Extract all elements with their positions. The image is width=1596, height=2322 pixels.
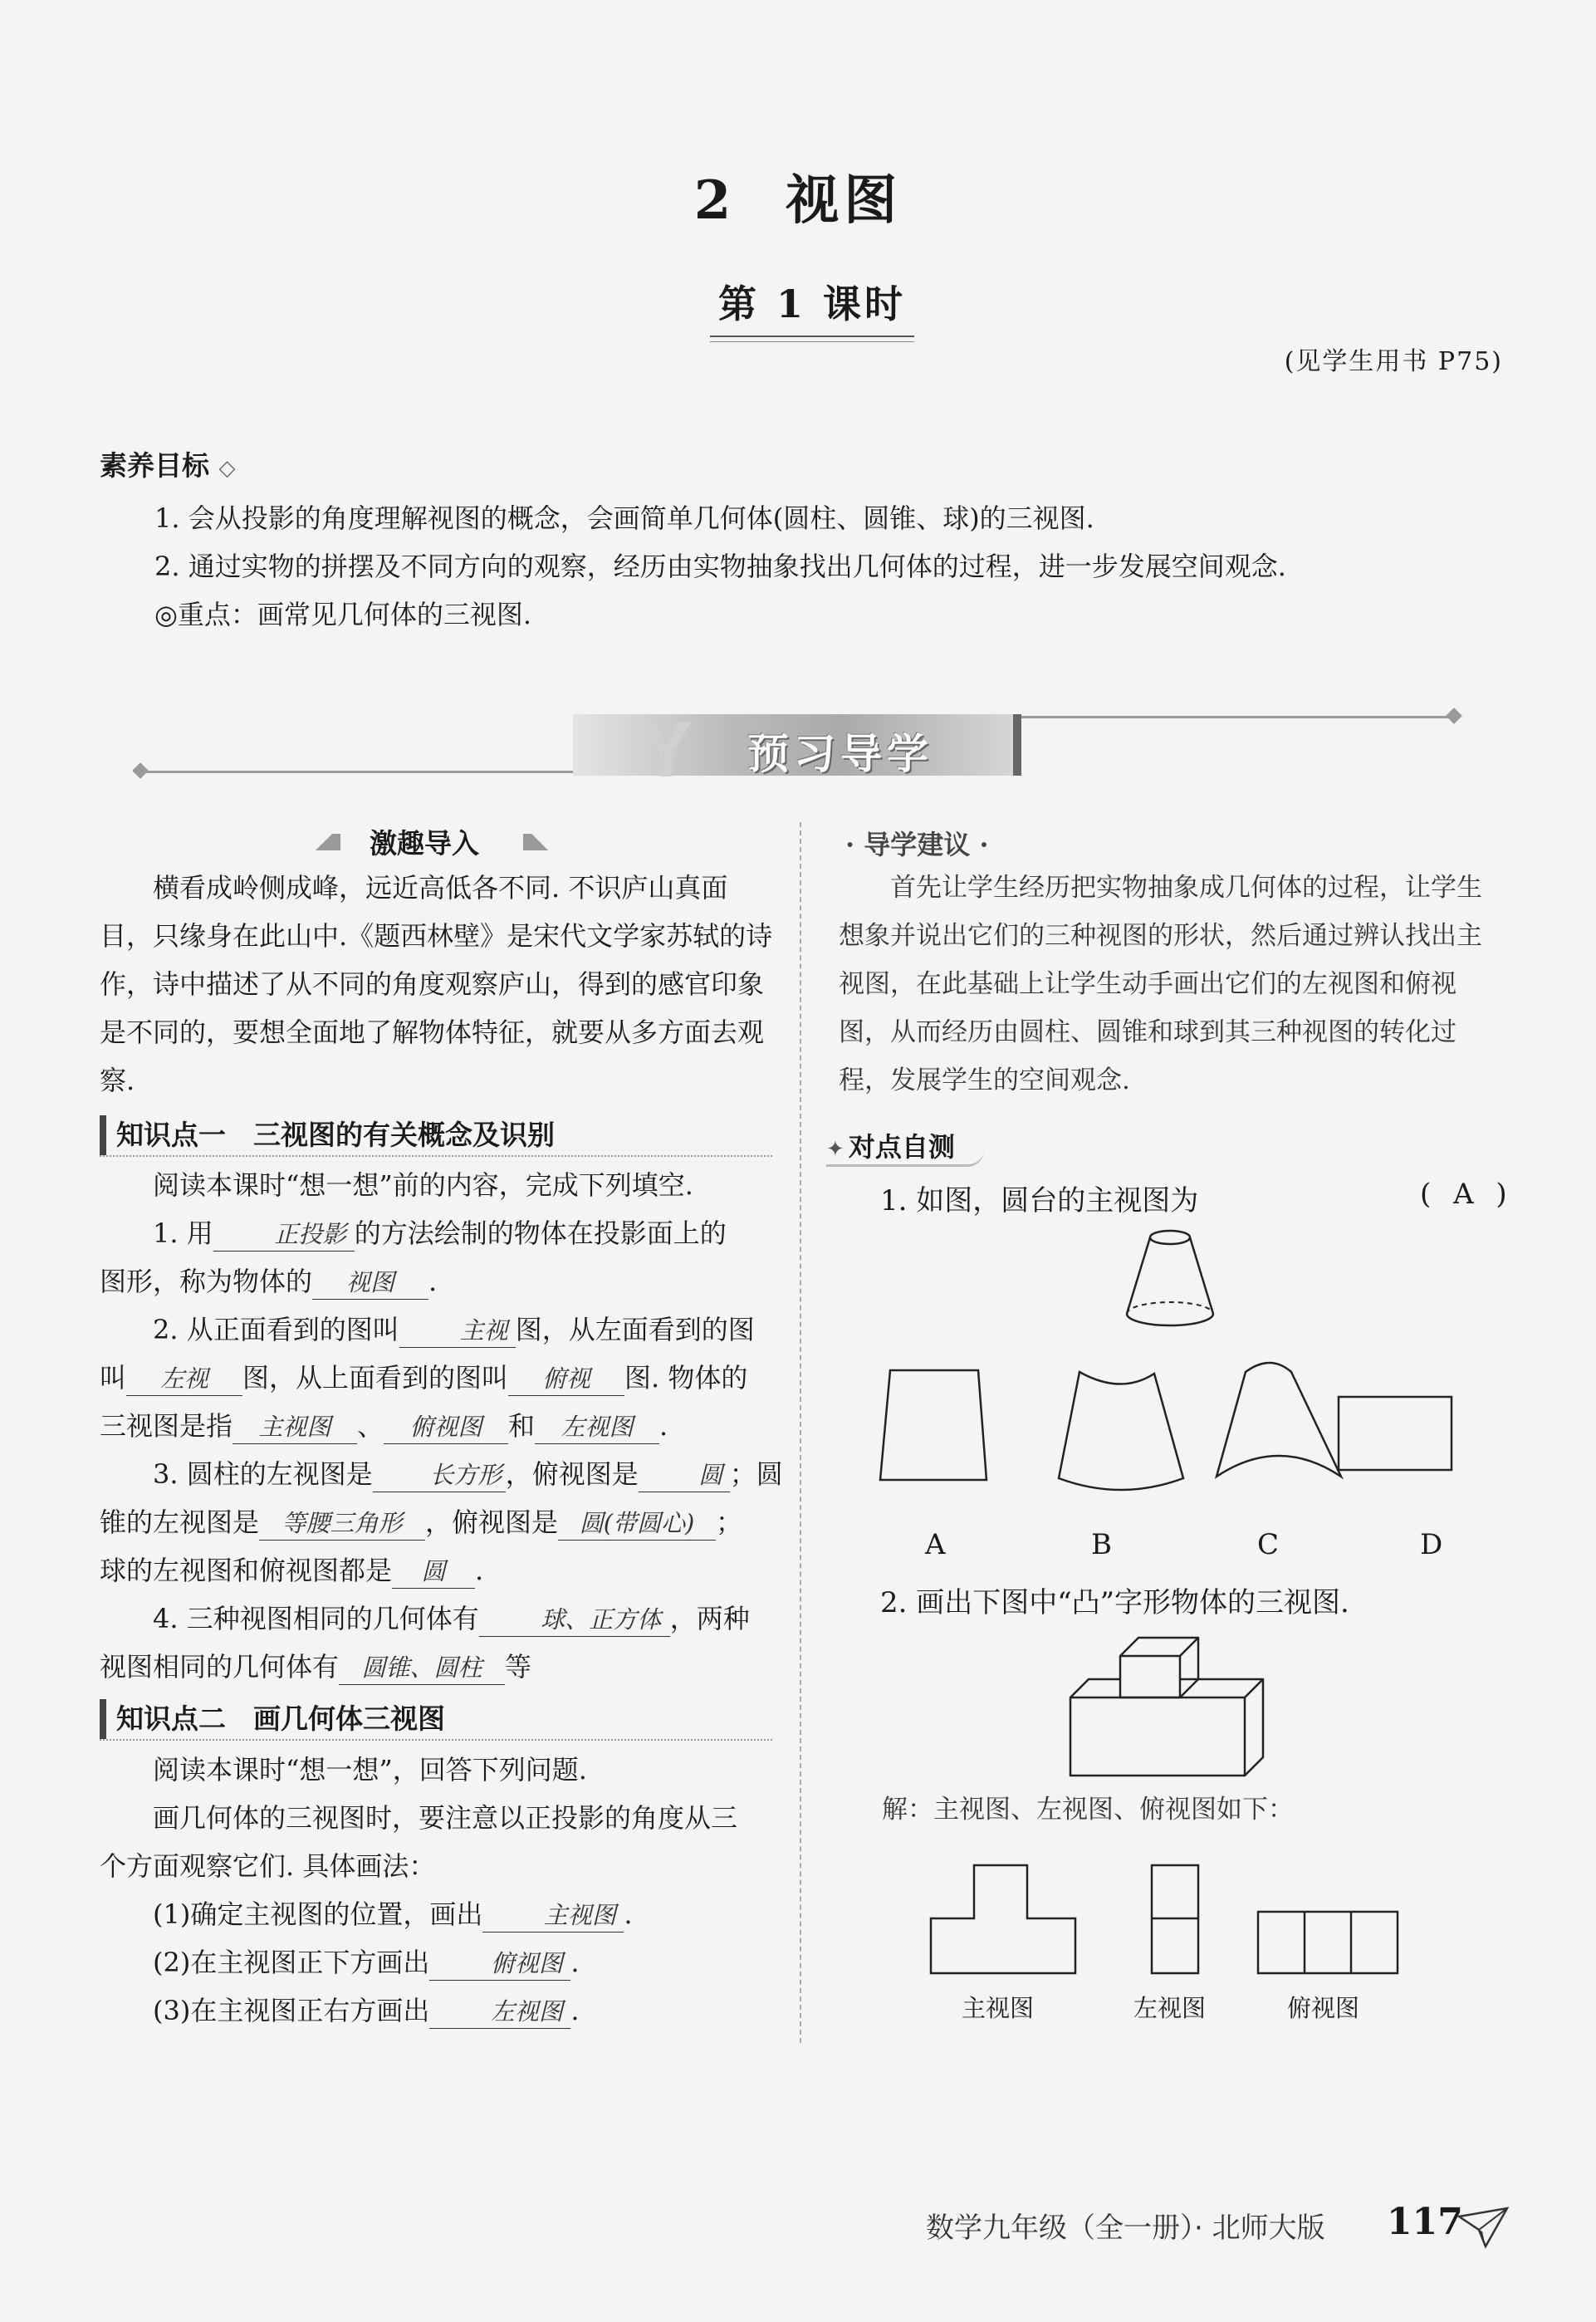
kp2-heading: 知识点二 画几何体三视图 — [100, 1699, 772, 1739]
choice-b-label: B — [1091, 1528, 1112, 1561]
choice-a-shape — [880, 1370, 986, 1480]
choice-d-figure — [1337, 1395, 1461, 1478]
kp2-text2: 个方面观察它们. 具体画法： — [100, 1850, 436, 1882]
banner-title: 预习导学 — [747, 730, 933, 778]
kp1-heading: 知识点一 三视图的有关概念及识别 — [100, 1115, 772, 1155]
choice-d-label: D — [1420, 1528, 1443, 1561]
kp2-step1: (1)确定主视图的位置，画出 主视图 . — [100, 1890, 789, 1938]
goal-item-1: 1. 会从投影的角度理解视图的概念，会画简单几何体(圆柱、圆锥、球)的三视图. — [154, 502, 1094, 534]
answer-blank: 俯视图 — [429, 1947, 570, 1981]
section-banner — [573, 705, 1021, 794]
answer-blank: 主视 — [399, 1314, 516, 1348]
kp2-content — [100, 1746, 789, 2035]
column-divider — [800, 822, 801, 2043]
convex-solid-figure — [1067, 1628, 1283, 1786]
selftest-heading-box — [826, 1126, 984, 1167]
answer-blank: 视图 — [312, 1266, 428, 1300]
answer-blank: 长方形 — [373, 1458, 506, 1492]
lesson-title: 第 1 课时 — [710, 274, 914, 337]
footer-book-title: 数学九年级（全一册）· 北师大版 — [926, 2212, 1325, 2245]
guide-text: 首先让学生经历把实物抽象成几何体的过程，让学生想象并说出它们的三种视图的形状，然后通过辨认找出主视图，在此基础上让学生动手画出它们的左视图和俯视图，从而经历由圆柱、圆锥和球到其三种视图的转化过程，发展学生的空间观念. — [839, 873, 1482, 1095]
choice-a-label: A — [925, 1528, 946, 1561]
kp2-step3: (3)在主视图正右方画出 左视图 . — [100, 1986, 789, 2035]
kp1-q3: 3. 圆柱的左视图是 长方形 ，俯视图是 圆 ；圆 — [100, 1450, 789, 1498]
answer-blank: 球、正方体 — [479, 1603, 670, 1637]
kp2-heading-box — [100, 1699, 772, 1741]
answer-blank: 等腰三角形 — [259, 1506, 425, 1541]
kp1-q2-cont2: 三视图是指 主视图 、 俯视图 和 左视图 . — [100, 1402, 789, 1450]
kp1-q1-cont: 图形，称为物体的 视图 . — [100, 1257, 789, 1306]
goals-heading: 素养目标 ◇ — [100, 449, 236, 482]
goals-list — [100, 494, 1511, 639]
chapter-number: 2 — [693, 169, 737, 232]
intro-heading-box — [307, 822, 556, 860]
choice-c-label: C — [1257, 1528, 1280, 1561]
answer-blank: 左视图 — [429, 1995, 570, 2029]
answer-blank: 主视图 — [233, 1410, 357, 1444]
chapter-title — [0, 158, 1596, 234]
kp2-lead: 阅读本课时“想一想”，回答下列问题. — [153, 1754, 587, 1786]
diamond-icon: ◇ — [218, 456, 236, 481]
solution-text: 解：主视图、左视图、俯视图如下： — [882, 1795, 1294, 1825]
kp2-step2: (2)在主视图正下方画出 俯视图 . — [100, 1938, 789, 1986]
answer-blank: 主视图 — [482, 1898, 624, 1933]
answer-blank: 正投影 — [213, 1217, 355, 1252]
kp1-q1: 1. 用 正投影 的方法绘制的物体在投影面上的 — [100, 1209, 789, 1257]
answer-blank: 圆 — [392, 1555, 475, 1589]
top-view-label: 俯视图 — [1287, 1994, 1360, 2022]
front-view-label: 主视图 — [962, 1994, 1035, 2022]
q1-text: 1. 如图，圆台的主视图为 — [880, 1184, 1199, 1217]
kp1-q2-cont: 叫 左视 图，从上面看到的图叫 俯视 图. 物体的 — [100, 1354, 789, 1402]
front-view-shape — [931, 1865, 1075, 1973]
intro-text: 横看成岭侧成峰，远近高低各不同. 不识庐山真面目，只缘身在此山中.《题西林壁》是宋代文学家苏轼的诗作，诗中描述了从不同的角度观察庐山，得到的感官印象是不同的，要想全面地了解物体特征，就要从多方面去观察. — [100, 872, 773, 1096]
side-view-label: 左视图 — [1133, 1994, 1207, 2022]
banner-line-right — [1021, 716, 1453, 718]
key-point: ◎重点：画常见几何体的三视图. — [154, 599, 532, 630]
goal-item-2: 2. 通过实物的拼摆及不同方向的观察，经历由实物抽象找出几何体的过程，进一步发展空间观念. — [154, 551, 1286, 582]
banner-y-decoration: Y — [639, 705, 693, 794]
choice-c-shape — [1217, 1363, 1341, 1477]
kp1-lead: 阅读本课时“想一想”前的内容，完成下列填空. — [153, 1169, 693, 1201]
answer-blank: 左视 — [126, 1362, 242, 1396]
kp2-text1: 画几何体的三视图时，要注意以正投影的角度从三 — [153, 1802, 738, 1834]
answer-blank: 圆 — [639, 1458, 730, 1492]
answer-blank: 圆(带圆心) — [558, 1506, 716, 1541]
q2-text: 2. 画出下图中“凸”字形物体的三视图. — [880, 1586, 1349, 1619]
kp1-q3-cont2: 球的左视图和俯视图都是 圆 . — [100, 1546, 789, 1595]
choice-b-shape — [1059, 1372, 1183, 1490]
selftest-heading: 对点自测 — [848, 1131, 955, 1163]
kp1-q4: 4. 三种视图相同的几何体有 球、正方体 ，两种 — [100, 1595, 789, 1643]
kp1-q3-cont: 锥的左视图是 等腰三角形 ，俯视图是 圆(带圆心) ； — [100, 1498, 789, 1546]
book-reference: (见学生用书 P75) — [1284, 347, 1503, 376]
three-views-figure — [926, 1860, 1408, 1977]
answer-blank: 左视图 — [535, 1410, 659, 1444]
q1-answer: ( A ) — [1420, 1178, 1514, 1211]
frustum-figure — [1117, 1227, 1225, 1335]
page-number: 117 — [1387, 2201, 1463, 2243]
answer-blank: 圆锥、圆柱 — [339, 1651, 505, 1685]
answer-blank: 俯视图 — [384, 1410, 508, 1444]
guide-heading: · 导学建议 · — [845, 829, 989, 860]
banner-diamond-right — [1446, 708, 1462, 724]
banner-diamond-left — [132, 762, 149, 779]
top-view-shape — [1258, 1912, 1398, 1973]
kp1-content — [100, 1161, 789, 1691]
kp1-heading-box — [100, 1115, 772, 1157]
answer-blank: 俯视 — [508, 1362, 624, 1396]
star-icon: ✦ — [826, 1137, 845, 1162]
intro-heading: 激趣导入 — [370, 827, 479, 860]
banner-line-left — [141, 771, 573, 773]
chapter-name: 视图 — [786, 169, 903, 232]
kp1-q2: 2. 从正面看到的图叫 主视 图，从左面看到的图 — [100, 1306, 789, 1354]
kp1-q4-cont: 视图相同的几何体有 圆锥、圆柱 等 — [100, 1643, 789, 1691]
paper-plane-icon — [1457, 2205, 1509, 2250]
